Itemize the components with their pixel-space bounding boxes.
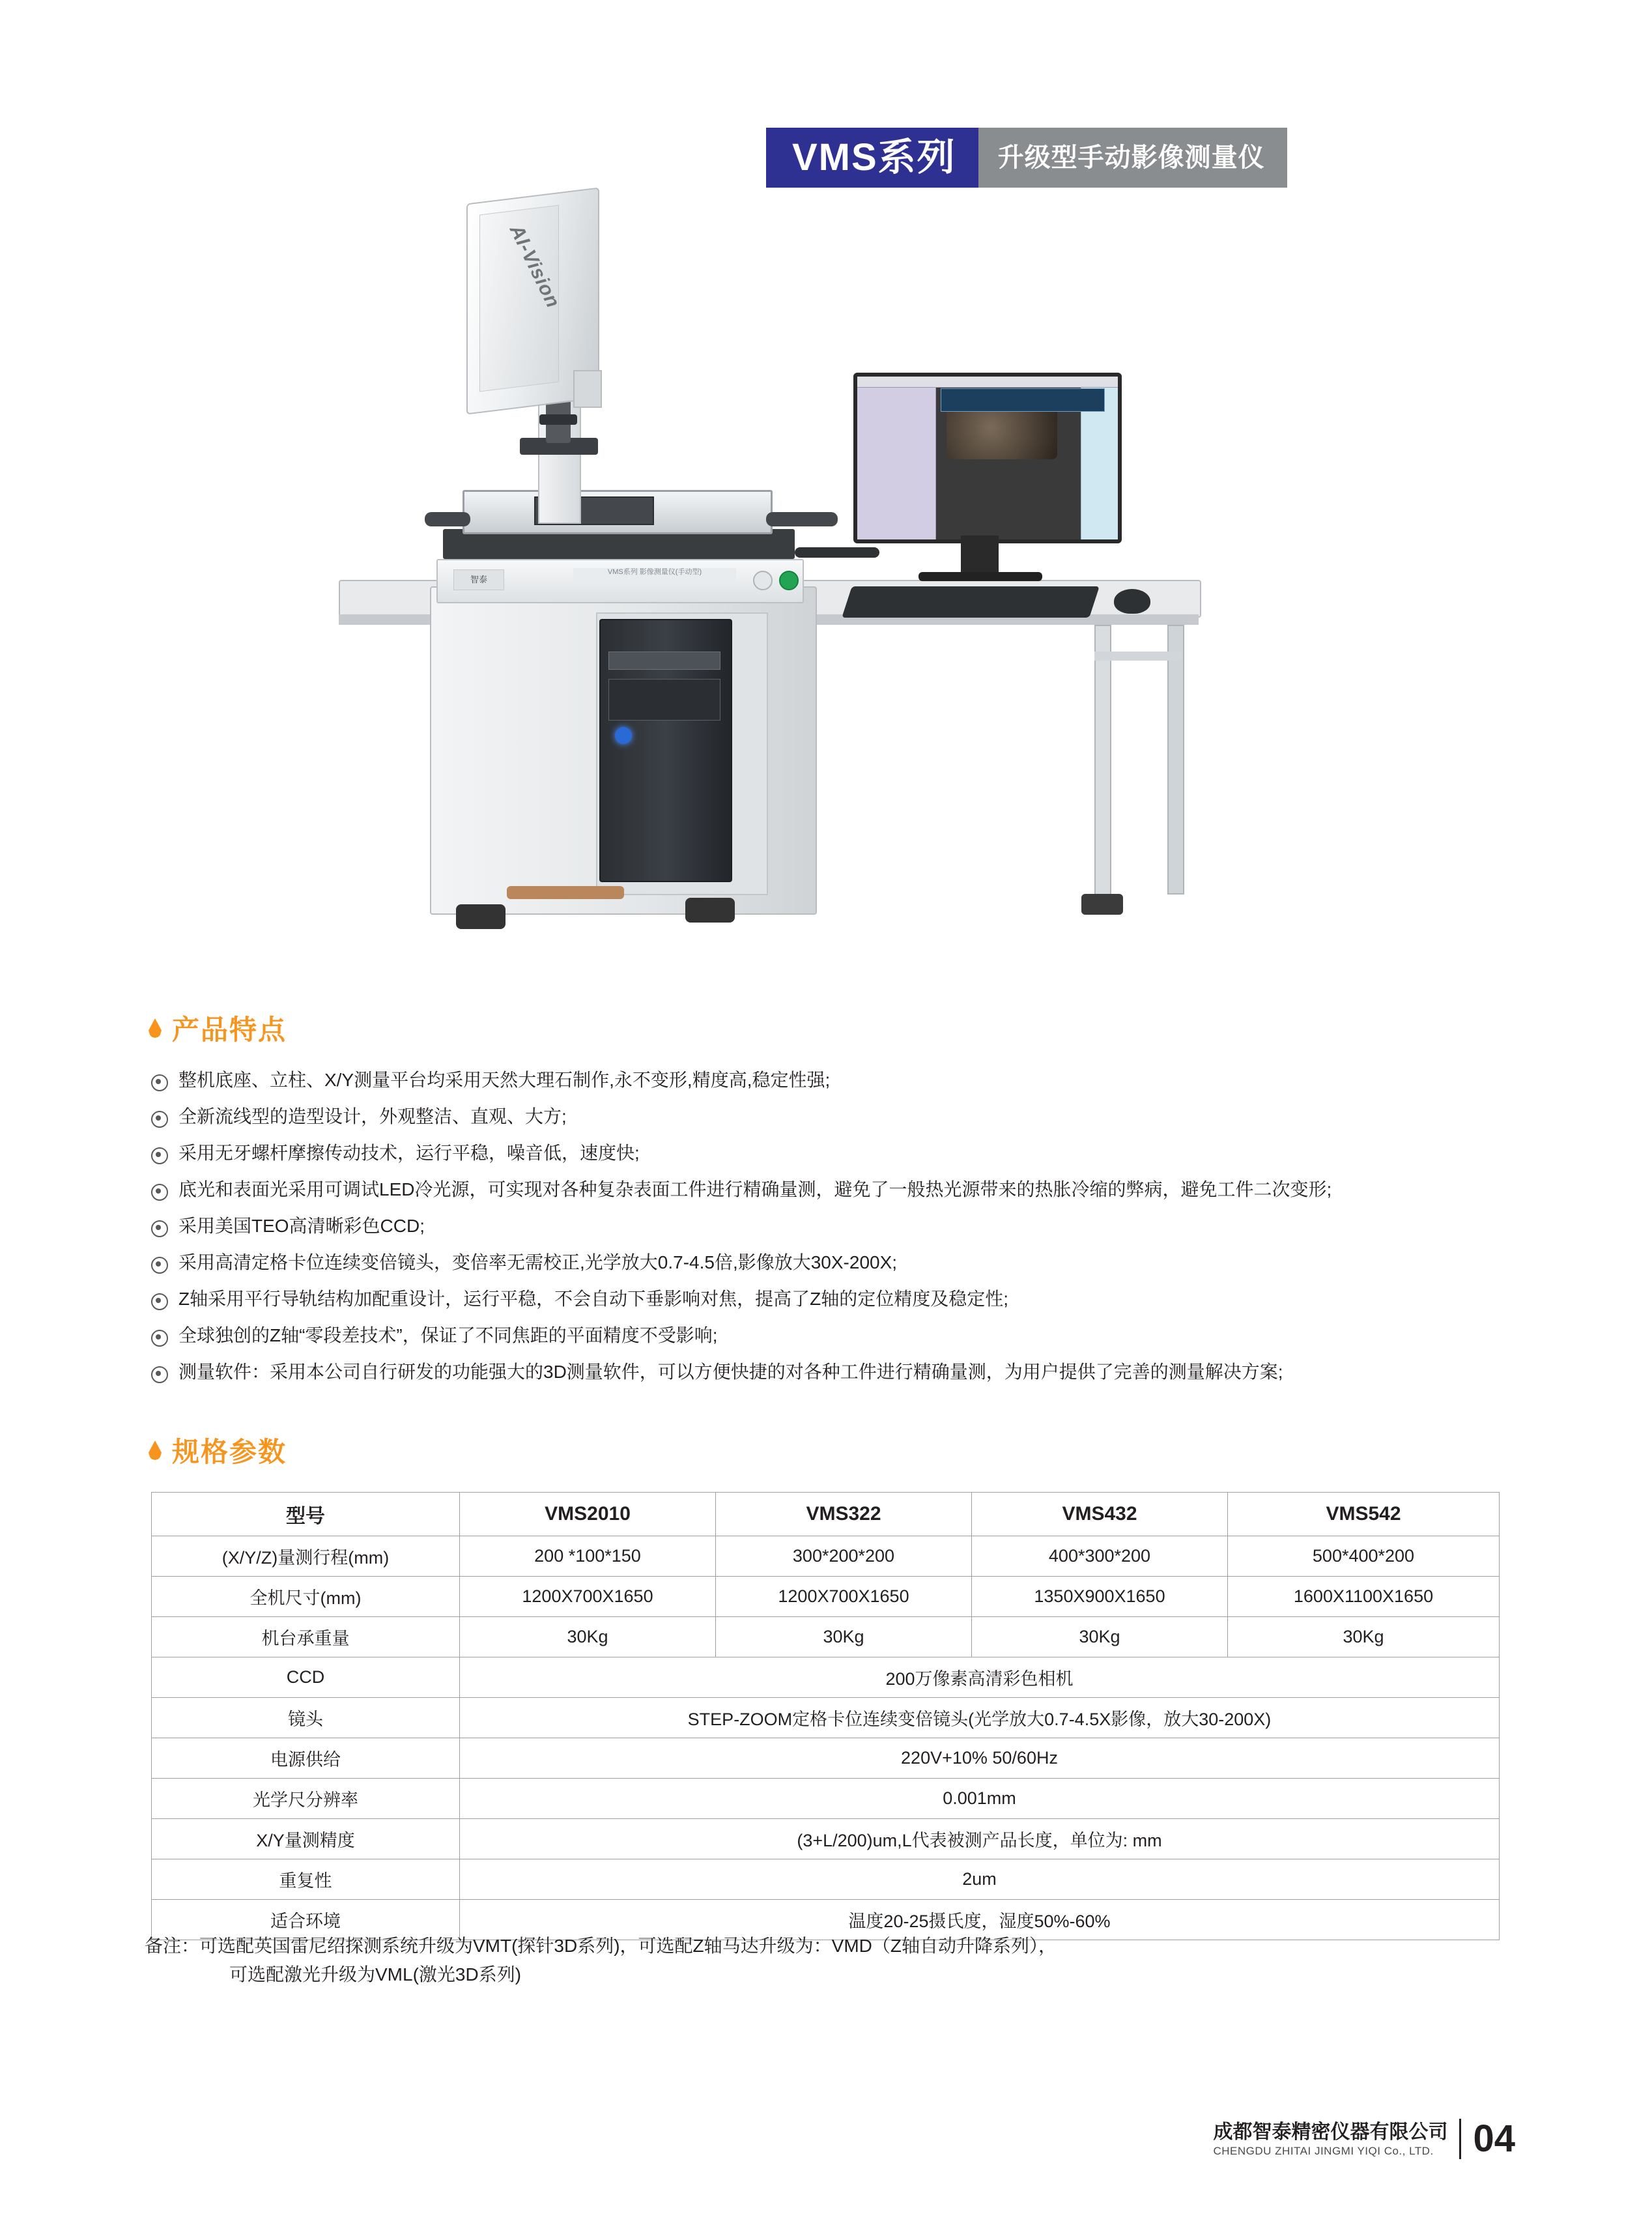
cabinet-support-bar bbox=[507, 886, 624, 899]
software-toolbar-strip bbox=[941, 388, 1105, 412]
machine-model-label: VMS系列 影像测量仪(手动型) bbox=[573, 568, 736, 584]
lens-ring bbox=[539, 414, 577, 425]
cell-value: STEP-ZOOM定格卡位连续变倍镜头(光学放大0.7-4.5X影像，放大30-200X) bbox=[460, 1698, 1500, 1738]
footer-company bbox=[1213, 2120, 1447, 2158]
stage-handle-right bbox=[766, 512, 838, 526]
company-name-cn: 成都智泰精密仪器有限公司 bbox=[1213, 2121, 1448, 2143]
cabinet-foot-right bbox=[685, 898, 735, 923]
bullet-icon bbox=[151, 1257, 168, 1274]
footer-divider bbox=[1459, 2119, 1461, 2159]
monitor-stand bbox=[961, 536, 999, 573]
cell-value: 1200X700X1650 bbox=[716, 1577, 972, 1617]
stage-handle-left bbox=[425, 512, 470, 526]
feature-text: 整机底座、立柱、X/Y测量平台均采用天然大理石制作,永不变形,精度高,稳定性强; bbox=[178, 1070, 831, 1090]
table-row bbox=[152, 1577, 1500, 1617]
cell-value: 200 *100*150 bbox=[460, 1536, 716, 1577]
list-item bbox=[151, 1141, 1519, 1165]
cell-value: 1200X700X1650 bbox=[460, 1577, 716, 1617]
row-label: CCD bbox=[152, 1657, 460, 1698]
table-row bbox=[152, 1617, 1500, 1657]
pc-optical-drive bbox=[608, 652, 720, 670]
cell-value: 30Kg bbox=[972, 1617, 1228, 1657]
list-item bbox=[151, 1105, 1519, 1128]
cabinet-foot-left bbox=[456, 904, 506, 929]
bullet-icon bbox=[151, 1220, 168, 1237]
row-label: (X/Y/Z)量测行程(mm) bbox=[152, 1536, 460, 1577]
bullet-icon bbox=[151, 1184, 168, 1201]
table-row bbox=[152, 1698, 1500, 1738]
feature-text: 采用无牙螺杆摩擦传动技术，运行平稳，噪音低，速度快; bbox=[178, 1143, 640, 1163]
bullet-icon bbox=[151, 1074, 168, 1091]
cell-value: 30Kg bbox=[1228, 1617, 1500, 1657]
features-title: 产品特点 bbox=[172, 1014, 287, 1045]
cell-value: 500*400*200 bbox=[1228, 1536, 1500, 1577]
table-row-header bbox=[152, 1493, 1500, 1536]
software-menubar bbox=[857, 377, 1118, 388]
cell-value: 1600X1100X1650 bbox=[1228, 1577, 1500, 1617]
feature-text: 全新流线型的造型设计，外观整洁、直观、大方; bbox=[178, 1106, 567, 1126]
stage-guide-rail bbox=[795, 547, 879, 558]
column-header: 型号 bbox=[152, 1493, 460, 1536]
table-row bbox=[152, 1859, 1500, 1900]
bullet-icon bbox=[151, 1330, 168, 1347]
bullet-icon bbox=[151, 1111, 168, 1128]
cell-value: 2um bbox=[460, 1859, 1500, 1900]
table-row bbox=[152, 1819, 1500, 1859]
product-photo bbox=[339, 195, 1316, 977]
list-item bbox=[151, 1178, 1519, 1201]
row-label: 适合环境 bbox=[152, 1900, 460, 1940]
spec-section-heading bbox=[149, 1431, 287, 1470]
row-label: 重复性 bbox=[152, 1859, 460, 1900]
camera-brand-text: AI-Vision bbox=[505, 221, 564, 312]
row-label: 机台承重量 bbox=[152, 1617, 460, 1657]
column-header: VMS542 bbox=[1228, 1493, 1500, 1536]
cell-value: 温度20-25摄氏度，湿度50%-60% bbox=[460, 1900, 1500, 1940]
cell-value: 1350X900X1650 bbox=[972, 1577, 1228, 1617]
cell-value: 0.001mm bbox=[460, 1779, 1500, 1819]
machine-power-button bbox=[753, 571, 773, 590]
feature-text: Z轴采用平行导轨结构加配重设计，运行平稳，不会自动下垂影响对焦，提高了Z轴的定位精度及稳定性; bbox=[178, 1289, 1008, 1309]
bench-leg-right-back bbox=[1167, 625, 1184, 895]
features-list bbox=[151, 1068, 1519, 1397]
column-header: VMS2010 bbox=[460, 1493, 716, 1536]
feature-text: 测量软件：采用本公司自行研发的功能强大的3D测量软件，可以方便快捷的对各种工件进行精确量测，为用户提供了完善的测量解决方案; bbox=[178, 1362, 1283, 1382]
cell-value: 300*200*200 bbox=[716, 1536, 972, 1577]
row-label: 全机尺寸(mm) bbox=[152, 1577, 460, 1617]
page-footer bbox=[1213, 2119, 1515, 2159]
monitor-base bbox=[919, 572, 1042, 581]
pc-power-led-icon bbox=[615, 727, 632, 744]
camera-housing-cap bbox=[573, 370, 602, 408]
specimen-image bbox=[947, 407, 1057, 459]
software-left-panel bbox=[857, 388, 936, 539]
keyboard bbox=[842, 586, 1100, 618]
features-section-heading bbox=[149, 1009, 287, 1048]
column-header: VMS432 bbox=[972, 1493, 1228, 1536]
row-label: 镜头 bbox=[152, 1698, 460, 1738]
droplet-icon bbox=[149, 1018, 162, 1038]
machine-start-button bbox=[779, 571, 799, 590]
list-item bbox=[151, 1214, 1519, 1238]
page-header-banner bbox=[766, 128, 1522, 188]
spec-note-line-1: 备注：可选配英国雷尼绍探测系统升级为VMT(探针3D系列)，可选配Z轴马达升级为：VMD（Z轴自动升降系列）， bbox=[145, 1936, 1057, 1956]
bullet-icon bbox=[151, 1147, 168, 1164]
spec-table bbox=[151, 1492, 1500, 1940]
spec-note bbox=[145, 1932, 1513, 1989]
spec-title: 规格参数 bbox=[172, 1437, 287, 1467]
table-row bbox=[152, 1657, 1500, 1698]
table-row bbox=[152, 1779, 1500, 1819]
list-item bbox=[151, 1068, 1519, 1092]
machine-brand-plate: 智泰 bbox=[453, 569, 504, 590]
feature-text: 全球独创的Z轴“零段差技术”，保证了不同焦距的平面精度不受影响; bbox=[178, 1325, 718, 1345]
row-label: 电源供给 bbox=[152, 1738, 460, 1779]
cell-value: 30Kg bbox=[460, 1617, 716, 1657]
list-item bbox=[151, 1324, 1519, 1347]
bench-crossbar bbox=[1094, 652, 1182, 661]
cell-value: 400*300*200 bbox=[972, 1536, 1228, 1577]
monitor bbox=[853, 373, 1122, 543]
table-row bbox=[152, 1738, 1500, 1779]
table-row bbox=[152, 1536, 1500, 1577]
list-item bbox=[151, 1287, 1519, 1311]
column-header: VMS322 bbox=[716, 1493, 972, 1536]
company-name-en: CHENGDU ZHITAI JINGMI YIQI Co., LTD. bbox=[1213, 2145, 1434, 2157]
bullet-icon bbox=[151, 1366, 168, 1383]
series-title: VMS系列 bbox=[766, 128, 978, 188]
series-subtitle: 升级型手动影像测量仪 bbox=[978, 128, 1287, 188]
row-label: X/Y量测精度 bbox=[152, 1819, 460, 1859]
cell-value: (3+L/200)um,L代表被测产品长度，单位为: mm bbox=[460, 1819, 1500, 1859]
feature-text: 底光和表面光采用可调试LED冷光源，可实现对各种复杂表面工件进行精确量测，避免了一般热光源带来的热胀冷缩的弊病，避免工件二次变形; bbox=[178, 1179, 1332, 1199]
list-item bbox=[151, 1360, 1519, 1384]
cell-value: 30Kg bbox=[716, 1617, 972, 1657]
mouse bbox=[1114, 589, 1150, 614]
bench-foot-right bbox=[1081, 894, 1123, 915]
droplet-icon bbox=[149, 1440, 162, 1460]
list-item bbox=[151, 1251, 1519, 1274]
pc-front-panel bbox=[608, 679, 720, 721]
row-label: 光学尺分辨率 bbox=[152, 1779, 460, 1819]
feature-text: 采用美国TEO高清晰彩色CCD; bbox=[178, 1216, 425, 1236]
spec-table-wrapper bbox=[151, 1492, 1500, 1940]
page-number: 04 bbox=[1473, 2117, 1515, 2160]
cell-value: 220V+10% 50/60Hz bbox=[460, 1738, 1500, 1779]
spec-note-line-2: 可选配激光升级为VML(激光3D系列) bbox=[229, 1964, 522, 1985]
bench-leg-right-front bbox=[1094, 625, 1111, 908]
bullet-icon bbox=[151, 1293, 168, 1310]
feature-text: 采用高清定格卡位连续变倍镜头，变倍率无需校正,光学放大0.7-4.5倍,影像放大30X-200X; bbox=[178, 1252, 898, 1272]
cell-value: 200万像素高清彩色相机 bbox=[460, 1657, 1500, 1698]
